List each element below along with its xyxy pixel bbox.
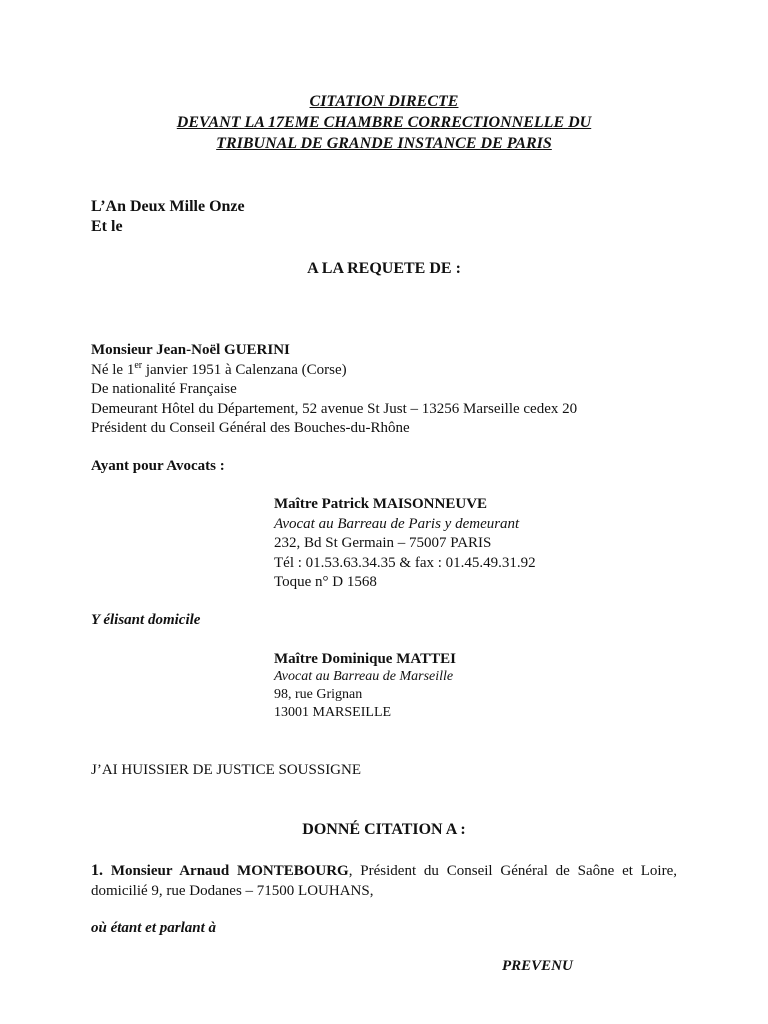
citation-heading: DONNÉ CITATION A : xyxy=(302,821,466,838)
requerant-address: Demeurant Hôtel du Département, 52 avenue St Just – 13256 Marseille cedex 20 xyxy=(91,400,578,417)
avocat2-bar: Avocat au Barreau de Marseille xyxy=(274,669,454,684)
requerant-title: Président du Conseil Général des Bouches-du-Rhône xyxy=(91,420,410,436)
birth-sup: er xyxy=(134,359,143,371)
defendant-number: 1. xyxy=(91,862,103,879)
requerant-nationality: De nationalité Française xyxy=(91,381,237,397)
prevenu-label: PREVENU xyxy=(502,958,573,974)
title-line-2: DEVANT LA 17EME CHAMBRE CORRECTIONNELLE DU xyxy=(176,114,592,131)
huissier-line: J’AI HUISSIER DE JUSTICE SOUSSIGNE xyxy=(91,762,362,778)
avocat1-address: 232, Bd St Germain – 75007 PARIS xyxy=(274,535,492,551)
avocat2-block xyxy=(274,650,456,722)
avocat1-block xyxy=(274,495,536,593)
requerant-birth xyxy=(91,361,577,381)
avocat2-address: 98, rue Grignan xyxy=(274,687,363,702)
defendant-name: Monsieur Arnaud MONTEBOURG xyxy=(110,863,349,879)
parlant-label: où étant et parlant à xyxy=(91,920,217,936)
title-line-1: CITATION DIRECTE xyxy=(309,93,459,110)
avocat1-name: Maître Patrick MAISONNEUVE xyxy=(274,496,488,512)
birth-prefix: Né le 1 xyxy=(91,361,135,378)
avocat2-name: Maître Dominique MATTEI xyxy=(274,651,456,667)
date-year-line: L’An Deux Mille Onze xyxy=(91,198,245,215)
requete-heading: A LA REQUETE DE : xyxy=(307,260,461,277)
avocat1-phone: Tél : 01.53.63.34.35 & fax : 01.45.49.31.92 xyxy=(274,554,536,571)
domicile-label: Y élisant domicile xyxy=(91,612,201,628)
title-line-3: TRIBUNAL DE GRANDE INSTANCE DE PARIS xyxy=(216,135,552,152)
requerant-name: Monsieur Jean-Noël GUERINI xyxy=(91,342,290,358)
birth-suffix: janvier 1951 à Calenzana (Corse) xyxy=(142,361,347,378)
requerant-block xyxy=(91,341,577,439)
avocat1-toque: Toque n° D 1568 xyxy=(274,574,377,590)
defendant-paragraph xyxy=(91,861,677,901)
avocat1-bar: Avocat au Barreau de Paris y demeurant xyxy=(274,515,520,532)
date-and-line: Et le xyxy=(91,218,123,235)
avocat2-city: 13001 MARSEILLE xyxy=(274,705,392,720)
avocats-label: Ayant pour Avocats : xyxy=(91,458,225,474)
defendant-description: , Président du Conseil Général de Saône et Loire, domicilié 9, rue Dodanes – 71500 LOUHANS, xyxy=(91,863,677,899)
